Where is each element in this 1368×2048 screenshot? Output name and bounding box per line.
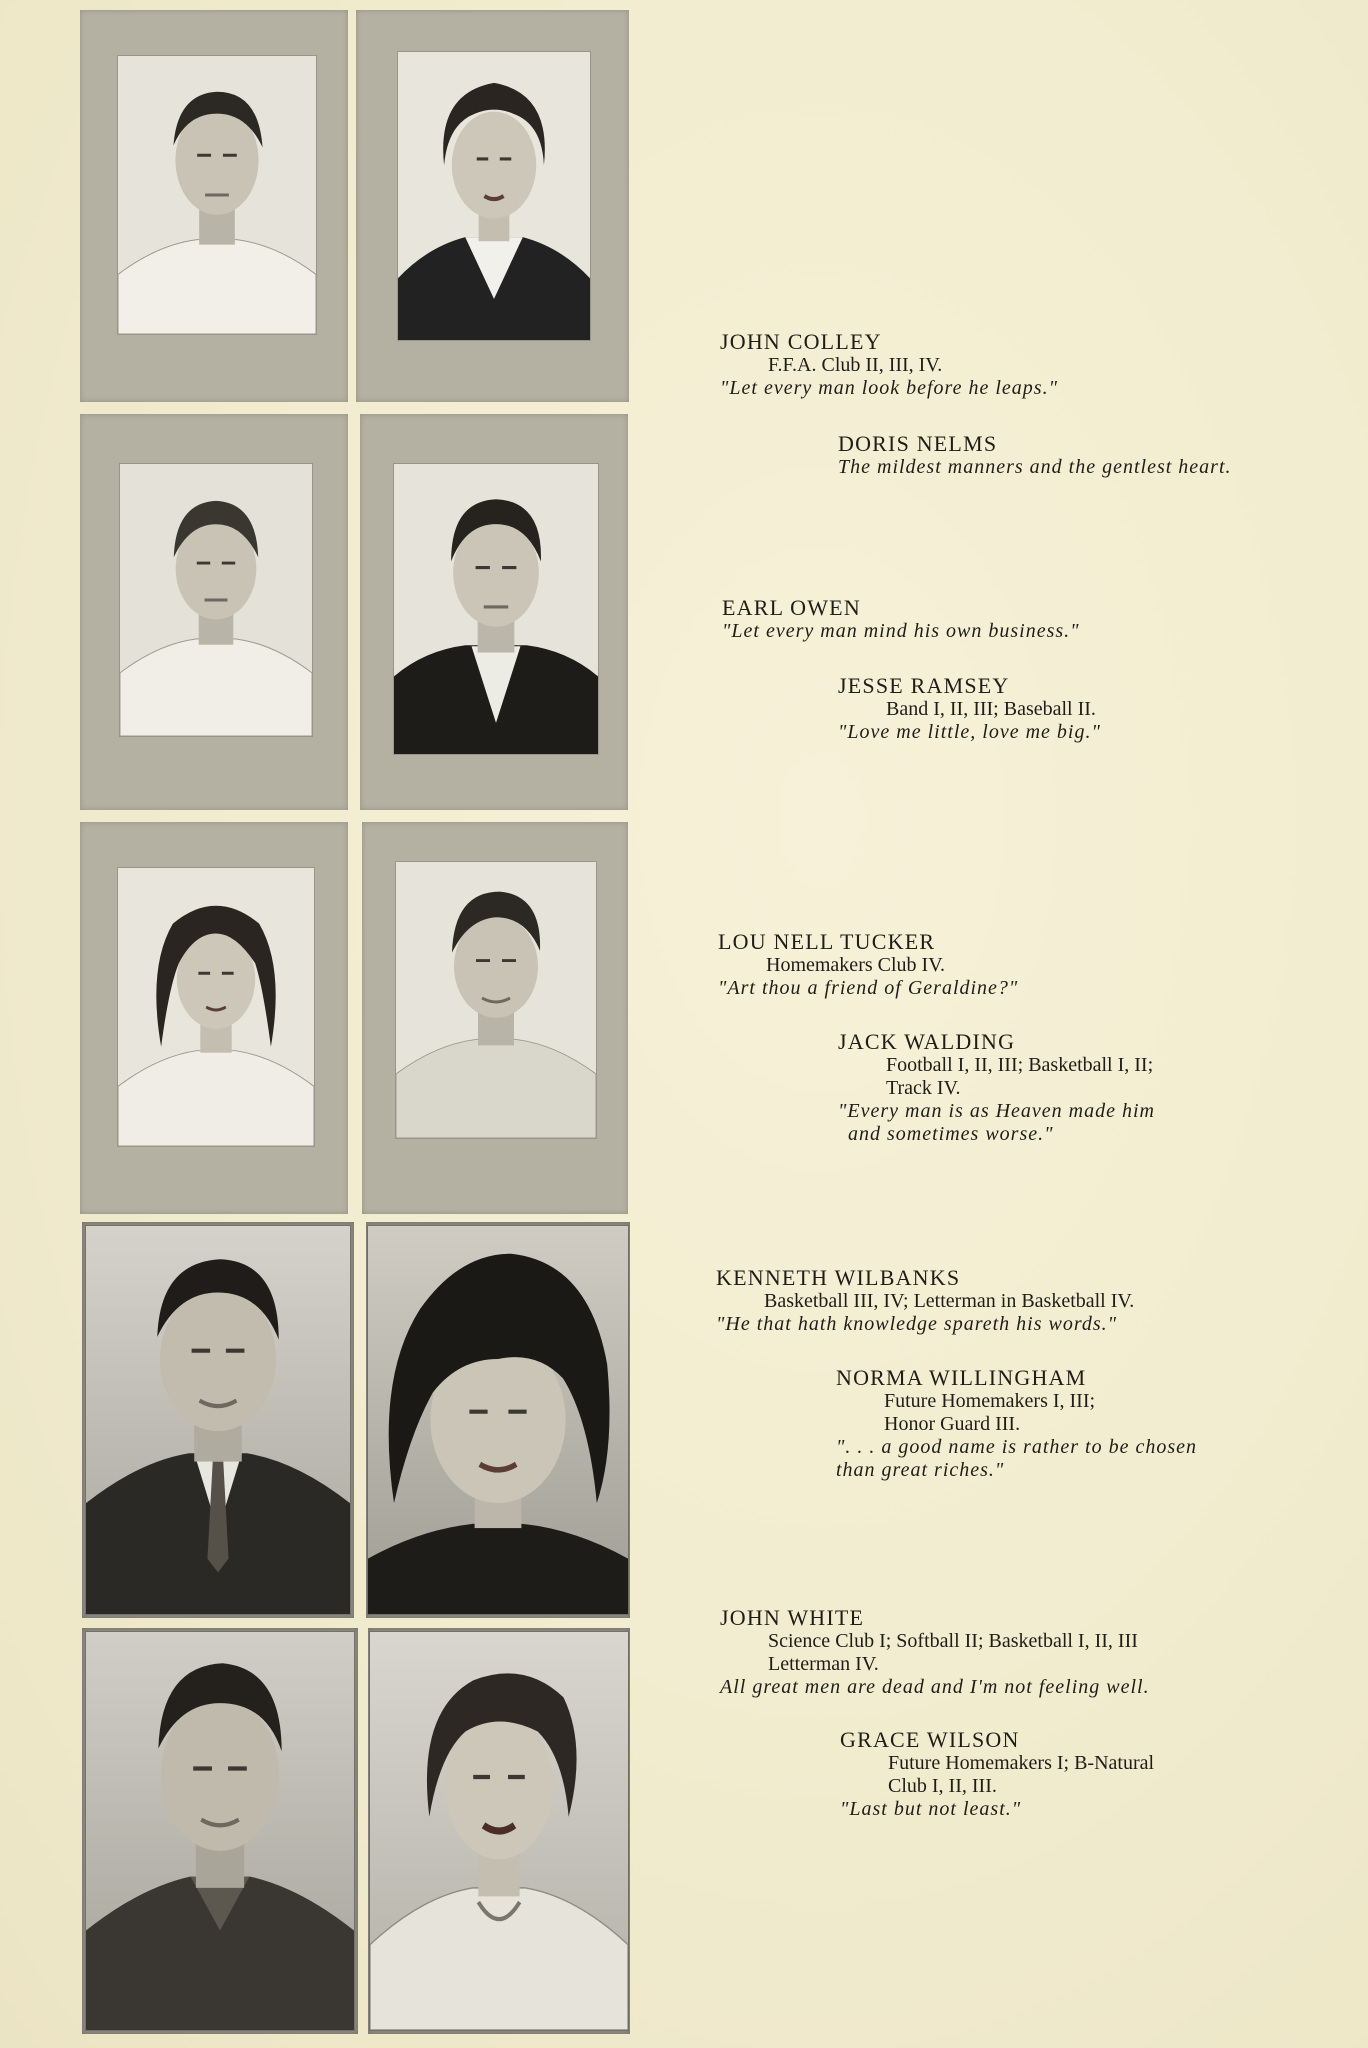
student-name: LOU NELL TUCKER <box>718 929 936 954</box>
student-activity: Future Homemakers I; B-Natural <box>888 1752 1155 1774</box>
student-name: KENNETH WILBANKS <box>716 1265 961 1290</box>
student-name: JACK WALDING <box>838 1029 1016 1054</box>
photo-mount-norma-willingham <box>366 1222 630 1618</box>
portrait-john-colley <box>118 56 316 334</box>
student-name: DORIS NELMS <box>838 431 998 456</box>
photo-mount-earl-owen <box>80 414 348 810</box>
portrait-kenneth-wilbanks <box>86 1226 350 1614</box>
student-name: JESSE RAMSEY <box>838 673 1010 698</box>
portrait-earl-owen <box>120 464 312 736</box>
portrait-doris-nelms <box>398 52 590 340</box>
student-activity: Letterman IV. <box>768 1653 879 1675</box>
student-quote: The mildest manners and the gentlest heart. <box>838 456 1232 478</box>
portrait-grace-wilson <box>370 1632 628 2030</box>
portrait-norma-willingham <box>368 1226 628 1614</box>
student-activity: Homemakers Club IV. <box>766 954 946 976</box>
photo-mount-grace-wilson <box>368 1628 630 2034</box>
photo-mount-jesse-ramsey <box>360 414 628 810</box>
photo-mount-jack-walding <box>362 822 628 1214</box>
student-activity: Club I, II, III. <box>888 1775 997 1797</box>
student-activity: Track IV. <box>886 1077 961 1099</box>
student-quote: "Art thou a friend of Geraldine?" <box>718 977 1019 999</box>
student-name: JOHN WHITE <box>720 1605 865 1630</box>
portrait-lou-nell-tucker <box>118 868 314 1146</box>
photo-mount-john-colley <box>80 10 348 402</box>
entry-jack-walding <box>838 1030 1155 1146</box>
entry-john-white <box>720 1606 1150 1699</box>
student-activity: Football I, II, III; Basketball I, II; <box>886 1054 1154 1076</box>
entry-earl-owen <box>722 596 1080 643</box>
student-name: EARL OWEN <box>722 595 861 620</box>
student-quote: "Let every man mind his own business." <box>722 620 1080 642</box>
student-quote: "Let every man look before he leaps." <box>720 377 1058 399</box>
student-activity: Honor Guard III. <box>884 1413 1021 1435</box>
entry-lou-nell-tucker <box>718 930 1018 1000</box>
entry-doris-nelms <box>838 432 1232 479</box>
student-quote: "Every man is as Heaven made him <box>838 1100 1155 1122</box>
student-quote: "Last but not least." <box>840 1798 1022 1820</box>
photo-mount-lou-nell-tucker <box>80 822 348 1214</box>
portrait-jesse-ramsey <box>394 464 598 754</box>
student-activity: F.F.A. Club II, III, IV. <box>768 354 943 376</box>
portrait-jack-walding <box>396 862 596 1138</box>
entry-jesse-ramsey <box>838 674 1101 744</box>
student-activity: Future Homemakers I, III; <box>884 1390 1096 1412</box>
entry-grace-wilson <box>840 1728 1154 1821</box>
photo-mount-kenneth-wilbanks <box>82 1222 354 1618</box>
photo-mount-john-white <box>82 1628 358 2034</box>
entry-kenneth-wilbanks <box>716 1266 1134 1336</box>
student-activity: Science Club I; Softball II; Basketball I, II, III <box>768 1630 1138 1652</box>
student-quote: "He that hath knowledge spareth his words." <box>716 1313 1118 1335</box>
student-quote: and sometimes worse." <box>848 1123 1054 1145</box>
student-quote: than great riches." <box>836 1459 1005 1481</box>
student-name: GRACE WILSON <box>840 1727 1020 1752</box>
student-quote: All great men are dead and I'm not feeling well. <box>720 1676 1150 1698</box>
entry-john-colley <box>720 330 1058 400</box>
student-activity: Basketball III, IV; Letterman in Basketball IV. <box>764 1290 1135 1312</box>
entry-norma-willingham <box>836 1366 1197 1482</box>
student-name: NORMA WILLINGHAM <box>836 1365 1087 1390</box>
student-quote: "Love me little, love me big." <box>838 721 1101 743</box>
student-quote: ". . . a good name is rather to be chosen <box>836 1436 1198 1458</box>
student-name: JOHN COLLEY <box>720 329 882 354</box>
student-activity: Band I, II, III; Baseball II. <box>886 698 1096 720</box>
portrait-john-white <box>86 1632 354 2030</box>
photo-mount-doris-nelms <box>356 10 629 402</box>
